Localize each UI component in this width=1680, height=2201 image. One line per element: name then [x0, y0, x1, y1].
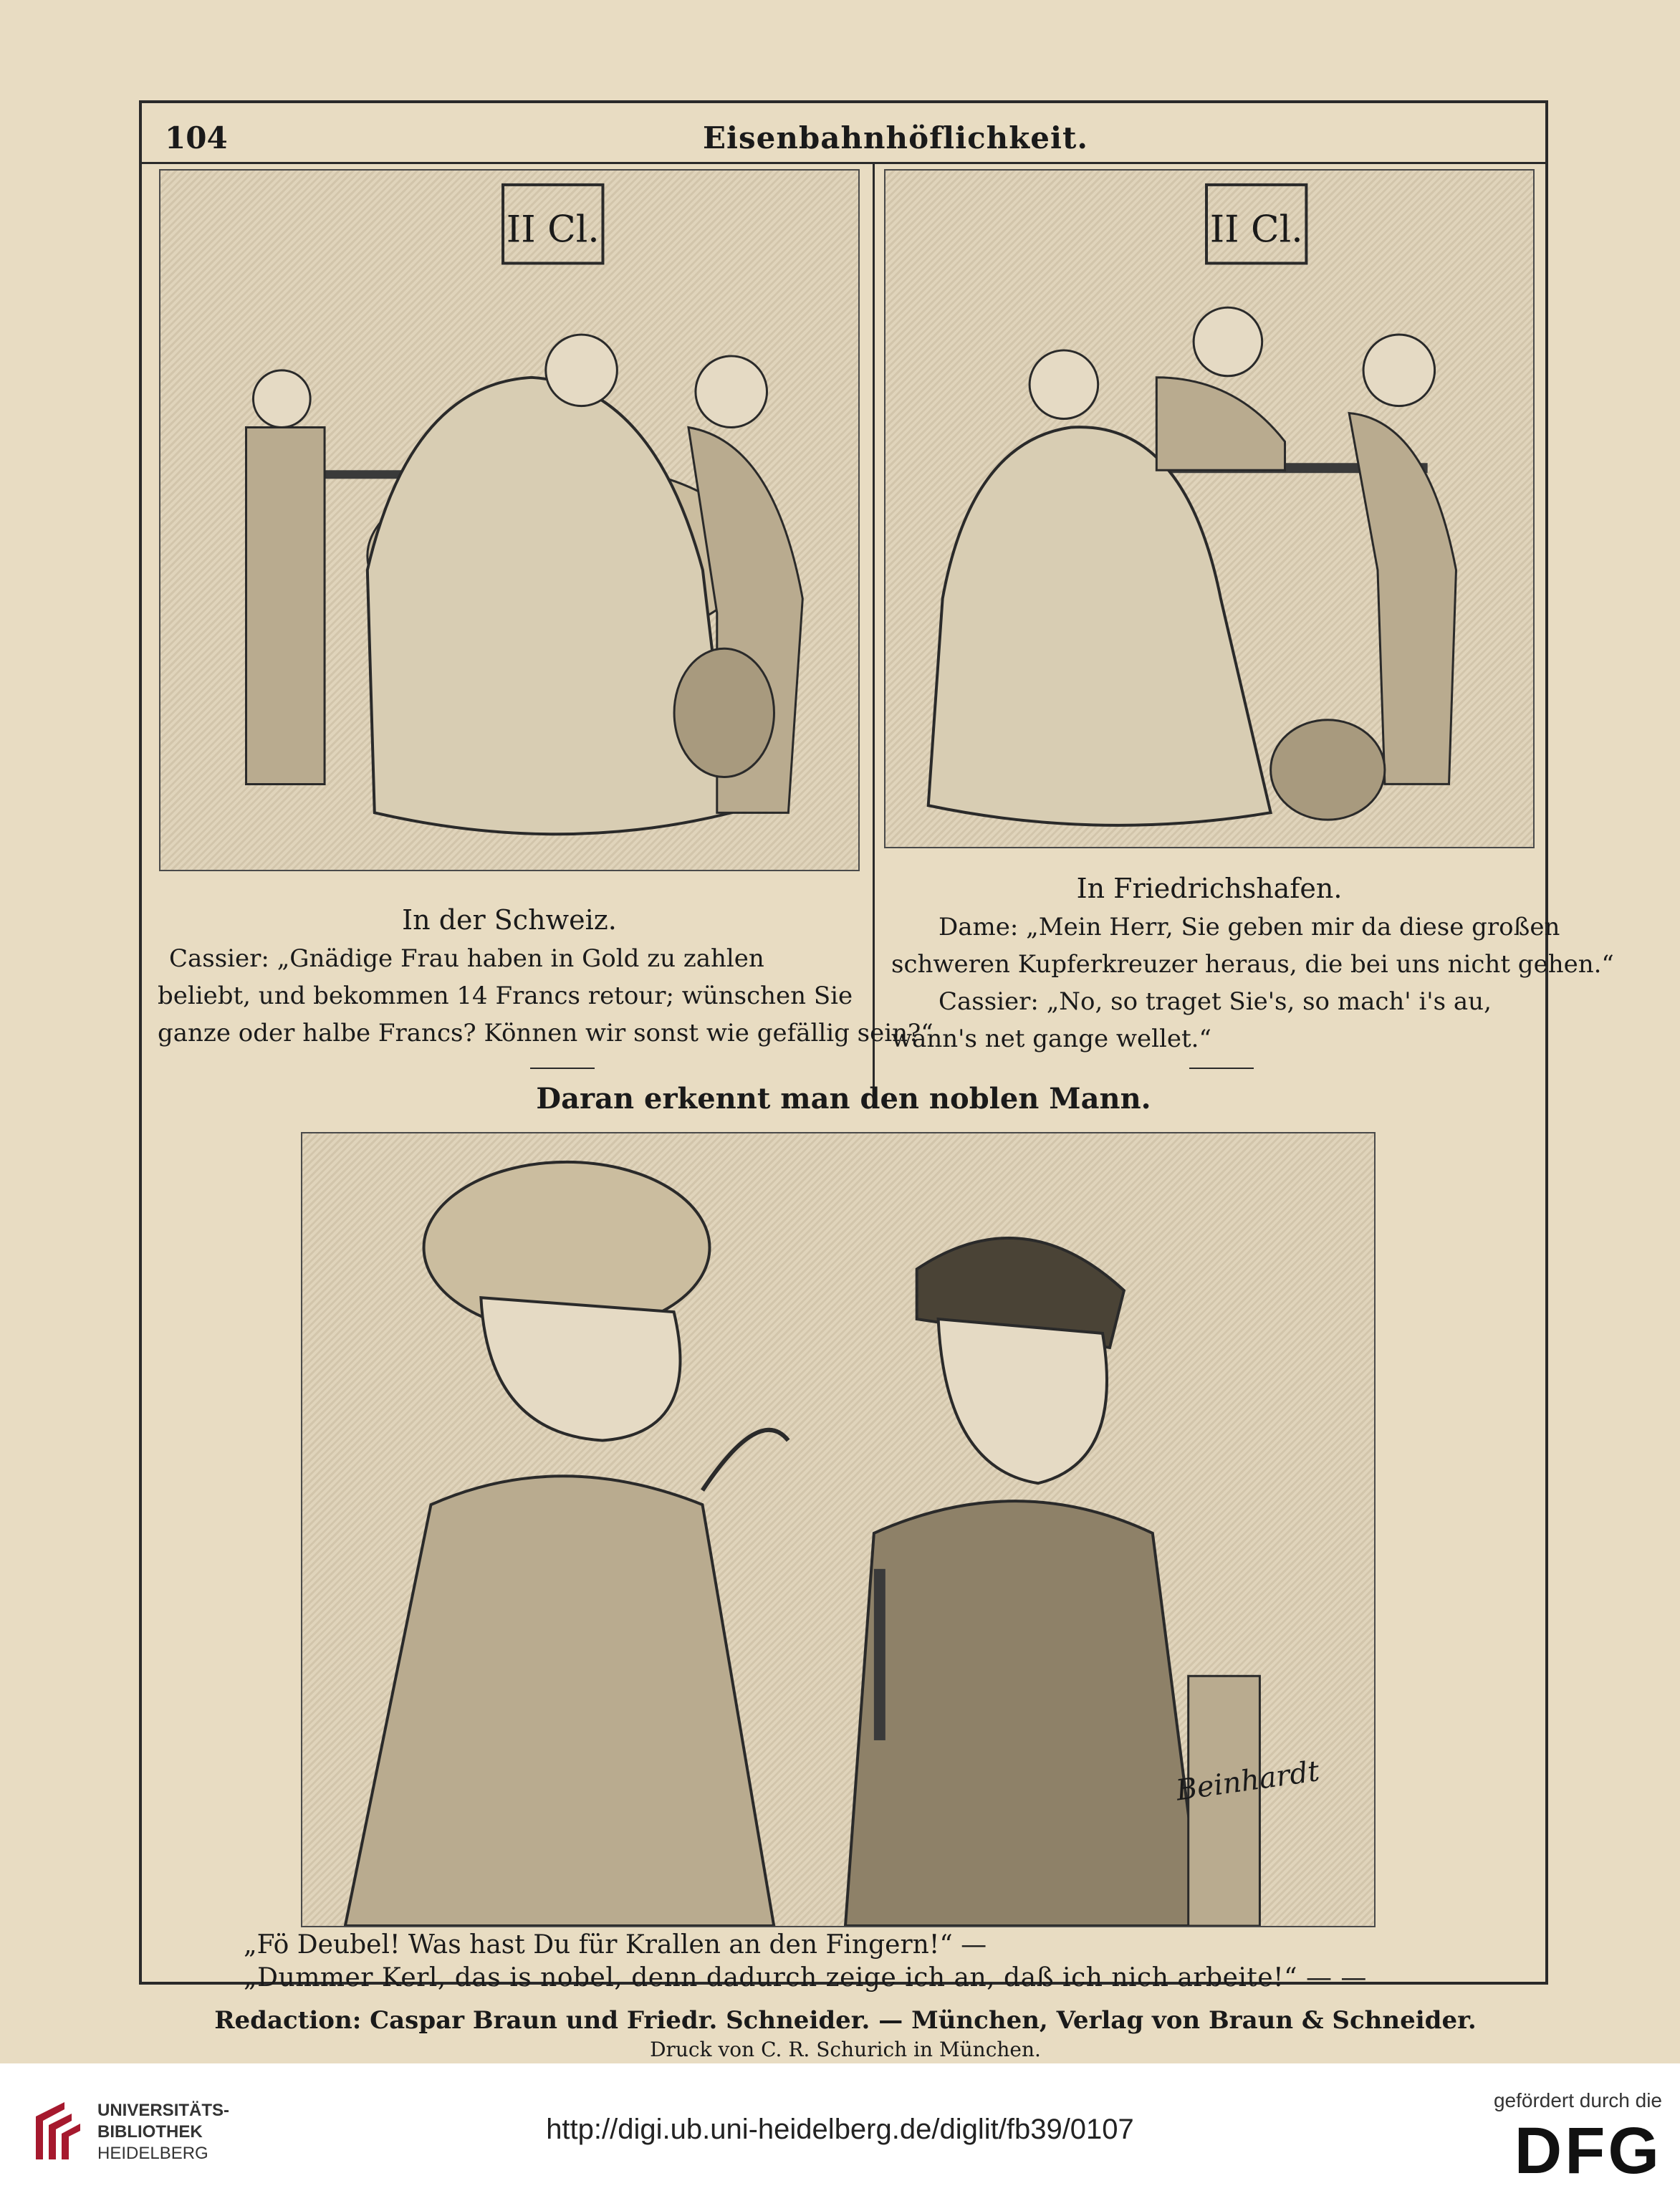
dfg-logo: DFG — [1514, 2114, 1662, 2187]
panel-left-caption-line: Cassier: „Gnädige Frau haben in Gold zu zahlen — [169, 944, 764, 973]
library-name-line: HEIDELBERG — [97, 2144, 208, 2163]
library-name-line: UNIVERSITÄTS- — [97, 2101, 230, 2120]
column-divider — [873, 164, 875, 1088]
panel-right-sign: II Cl. — [1209, 208, 1303, 251]
library-name-line: BIBLIOTHEK — [97, 2122, 203, 2142]
bottom-caption-line: „Dummer Kerl, das is nobel, denn dadurch zeige ich an, daß ich nich arbeite!“ — — — [244, 1963, 1367, 1993]
imprint-line: Druck von C. R. Schurich in München. — [650, 2038, 1041, 2061]
artist-signature: Beinhardt — [1173, 1755, 1322, 1808]
panel-right-caption-title: In Friedrichshafen. — [1076, 873, 1343, 904]
header-rule — [142, 162, 1545, 164]
funding-text: gefördert durch die — [1493, 2089, 1662, 2111]
illustration-friedrichshafen-ticket-office — [884, 169, 1535, 848]
illustration-swiss-ticket-office — [159, 169, 860, 871]
panel-left-caption-line: beliebt, und bekommen 14 Francs retour; wünschen Sie — [158, 982, 853, 1010]
viewer-footer — [0, 2063, 1680, 2201]
page-number: 104 — [165, 120, 228, 155]
panel-right-end-rule — [1189, 1068, 1254, 1069]
panel-left-sign: II Cl. — [506, 208, 600, 251]
panel-right-caption-line: wann's net gange wellet.“ — [891, 1025, 1211, 1053]
panel-left-caption-line: ganze oder halbe Francs? Können wir sonst wie gefällig sein?“ — [158, 1019, 933, 1047]
panel-right-caption-line: Dame: „Mein Herr, Sie geben mir da diese großen — [939, 913, 1560, 941]
page-url-link[interactable]: http://digi.ub.uni-heidelberg.de/diglit/fb39/0107 — [546, 2114, 1134, 2145]
bottom-caption-line: „Fö Deubel! Was hast Du für Krallen an den Fingern!“ — — [244, 1930, 987, 1960]
page-title: Eisenbahnhöflichkeit. — [703, 120, 1088, 155]
panel-right-caption-line: Cassier: „No, so traget Sie's, so mach' i's au, — [939, 987, 1492, 1016]
bottom-panel-heading: Daran erkennt man den noblen Mann. — [536, 1082, 1151, 1116]
illustration-two-men — [301, 1132, 1376, 1927]
panel-right-caption-line: schweren Kupferkreuzer heraus, die bei uns nicht gehen.“ — [891, 950, 1614, 979]
imprint-line: Redaction: Caspar Braun und Friedr. Schneider. — München, Verlag von Braun & Schneider. — [214, 2006, 1477, 2035]
panel-left-caption-title: In der Schweiz. — [402, 904, 617, 936]
panel-left-end-rule — [530, 1068, 595, 1069]
